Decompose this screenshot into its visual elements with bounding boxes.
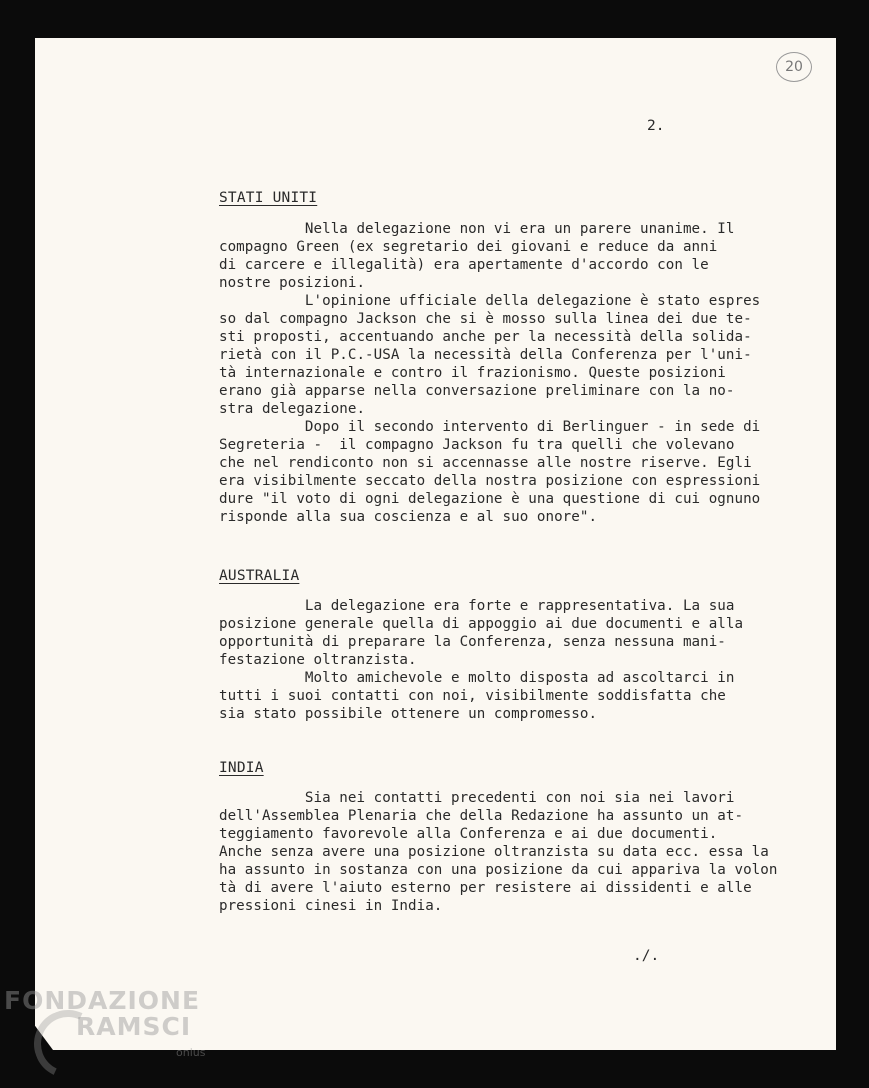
watermark-line-2: RAMSCI [76, 1012, 192, 1041]
section-heading-australia: AUSTRALIA [219, 568, 300, 584]
section-text-stati-uniti: Nella delegazione non vi era un parere unanime. Il compagno Green (ex segretario dei giovani e reduce da anni di carcere e illegalità) era apertamente d'accordo con le nostre posizioni. L'opinione ufficiale della delegazione è stato espres so dal compagno Jackson che si è mosso sulla linea dei due te- sti proposti, accentuando anche per la necessità della solida- rietà con il P.C.-USA la necessità della Conferenza per l'uni- tà internazionale e contro il frazionismo. Queste posizioni erano già apparse nella conversazione preliminare con la no- stra delegazione. Dopo il secondo intervento di Berlinguer - in sede di Segreteria - il compagno Jackson fu tra quelli che volevano che nel rendiconto non si accennasse alle nostre riserve. Egli era visibilmente seccato della nostra posizione con espressioni dure "il voto di ogni delegazione è una questione di cui ognuno risponde alla sua coscienza e al suo onore". [219, 221, 761, 525]
watermark-line-1: FONDAZIONE [4, 986, 201, 1015]
section-heading-stati-uniti: STATI UNITI [219, 190, 318, 206]
continuation-mark: ./. [633, 948, 660, 964]
section-heading-india: INDIA [219, 760, 264, 776]
section-text-india: Sia nei contatti precedenti con noi sia nei lavori dell'Assemblea Plenaria che della Redazione ha assunto un at- teggiamento favorevole alla Conferenza e ai due documenti. Anche senza avere una posizione oltranzista su data ecc. essa la ha assunto in sostanza con una posizione da cui appariva la volon tà di avere l'aiuto esterno per resistere ai dissidenti e alle pressioni cinesi in India. [219, 790, 778, 914]
section-text-australia: La delegazione era forte e rappresentativa. La sua posizione generale quella di appoggio ai due documenti e alla opportunità di preparare la Conferenza, senza nessuna mani- festazione oltranzista. Molto amichevole e molto disposta ad ascoltarci in tutti i suoi contatti con noi, visibilmente soddisfatta che sia stato possibile ottenere un compromesso. [219, 598, 744, 722]
page-number: 2. [647, 118, 665, 134]
archive-page-number: 20 [776, 52, 812, 82]
fondazione-gramsci-watermark [4, 986, 224, 1076]
watermark-onlus: onlus [176, 1046, 206, 1059]
